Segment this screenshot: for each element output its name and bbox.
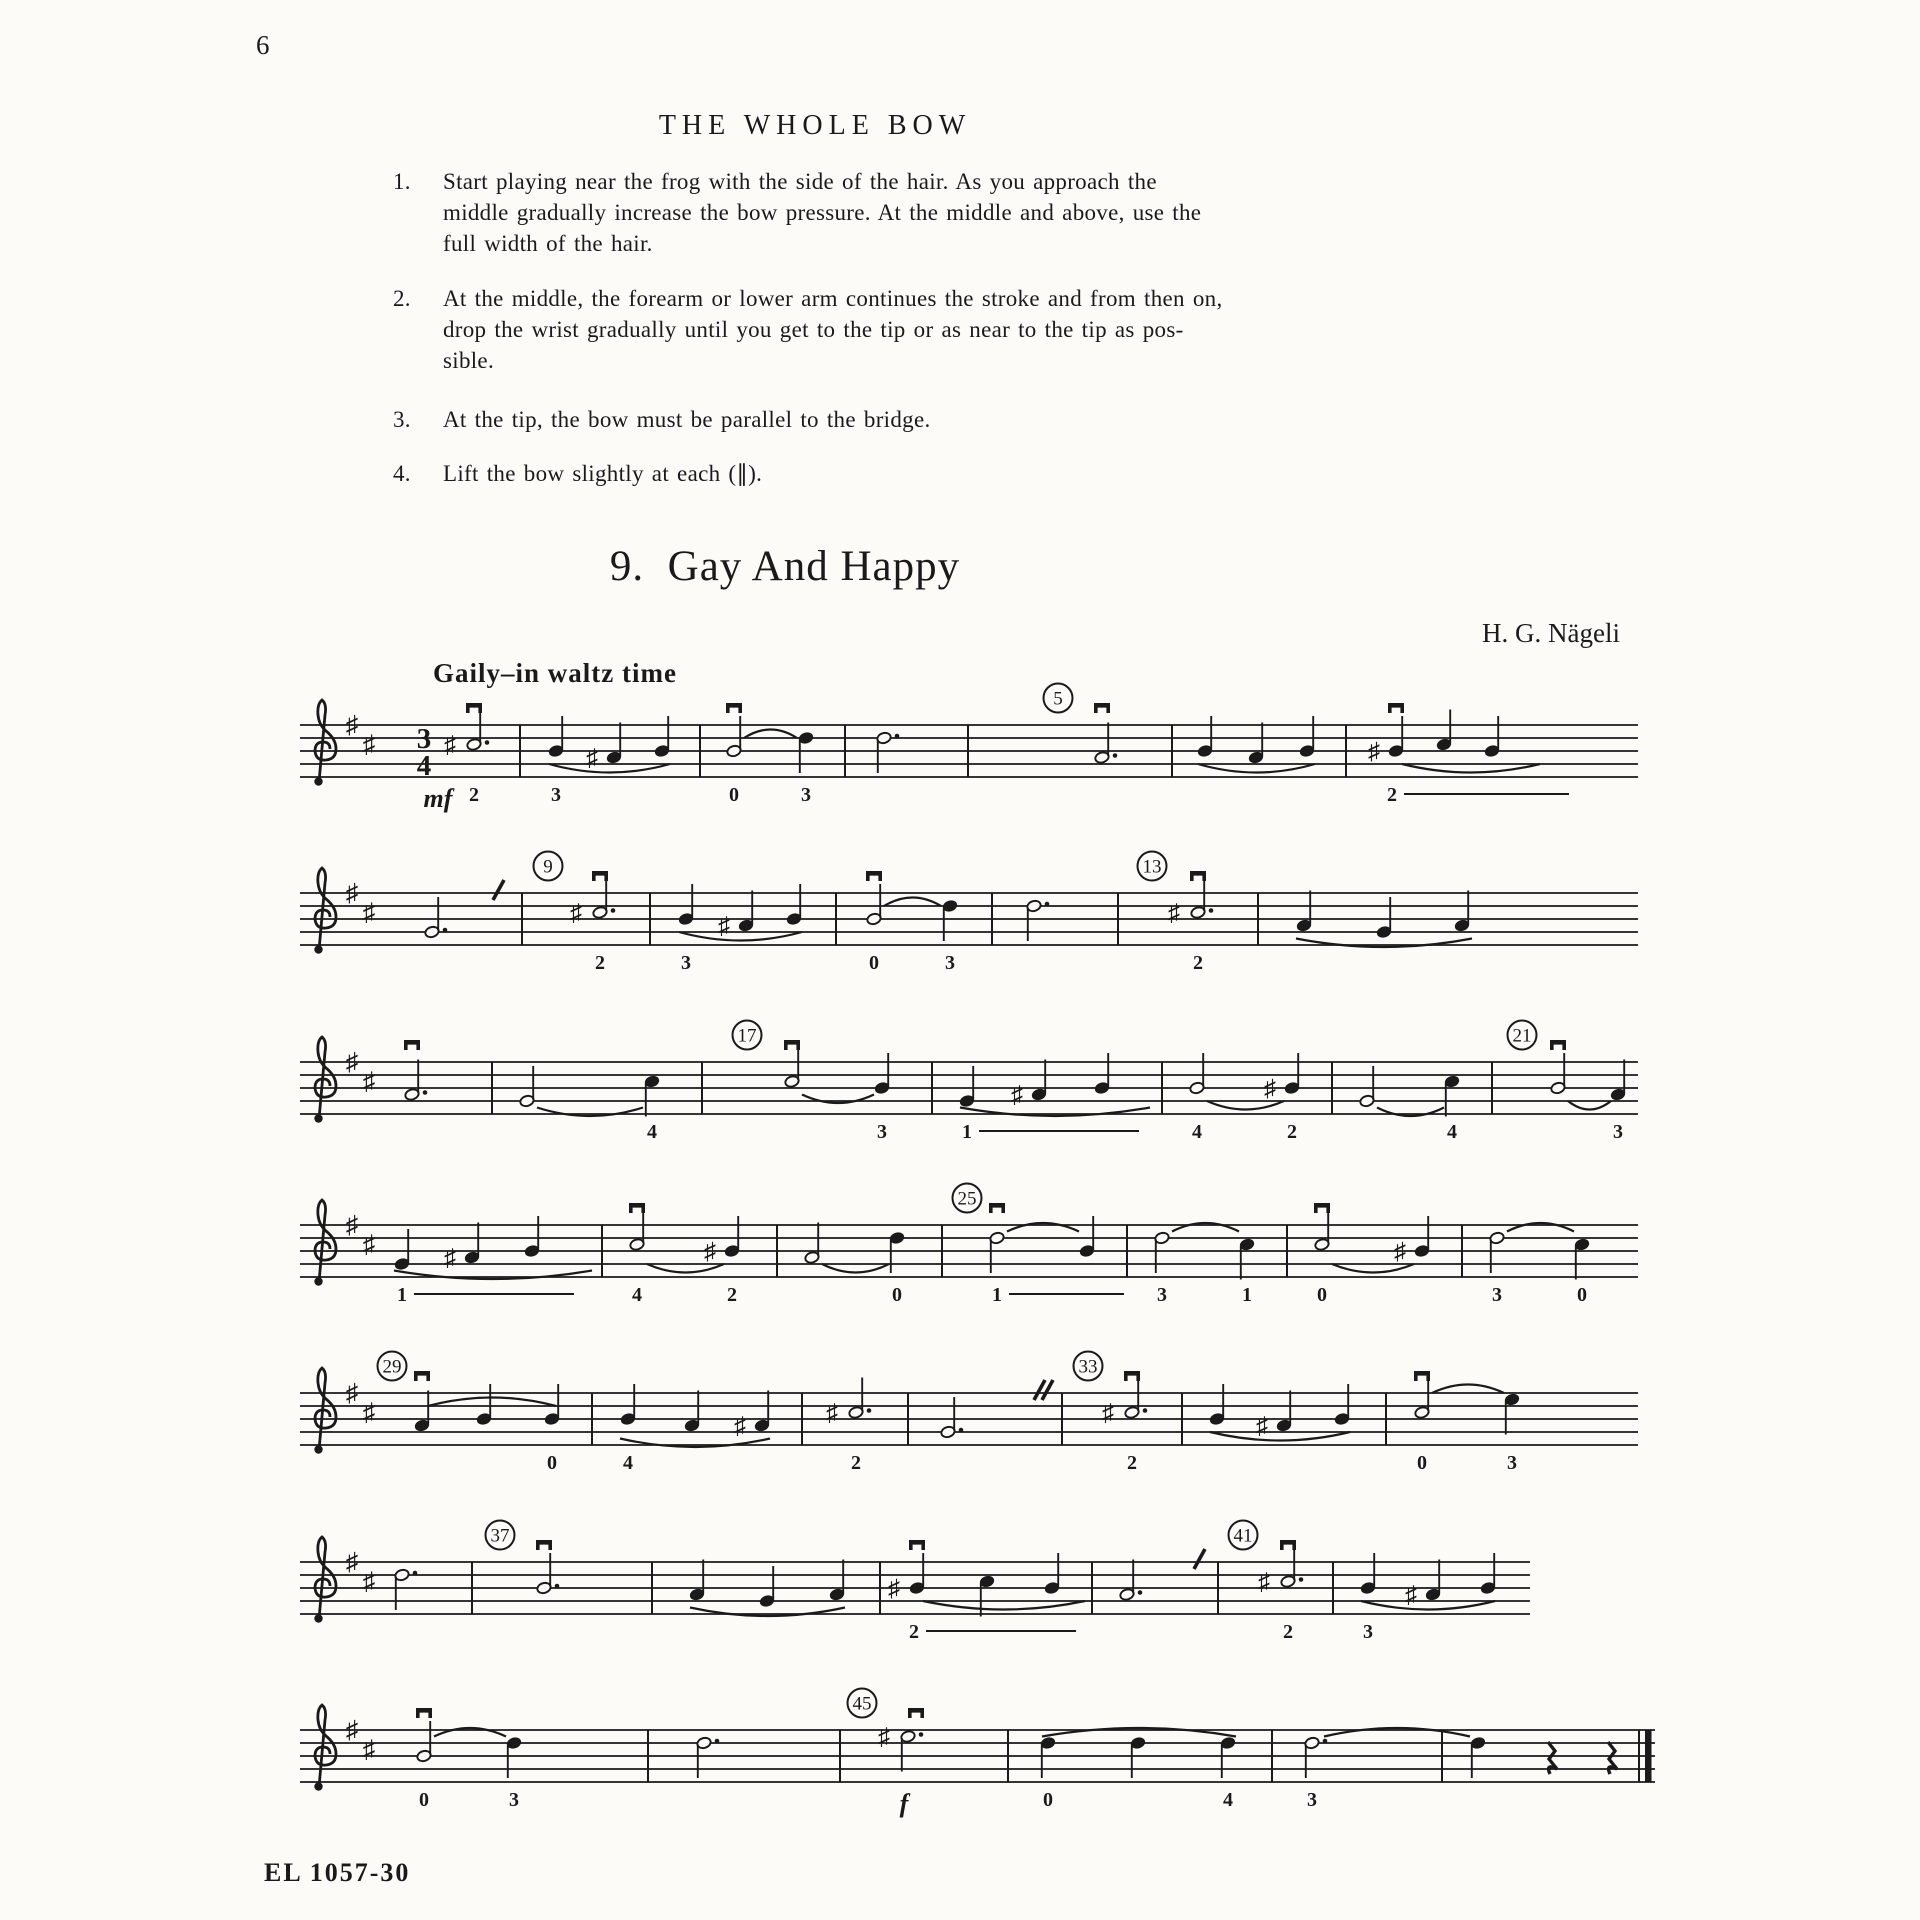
sharp-icon: ♯ [718, 913, 730, 940]
instruction-number: 4. [393, 461, 411, 486]
fingering: 3 [877, 1121, 887, 1143]
fingering: 4 [1223, 1789, 1233, 1811]
fingering: 3 [801, 784, 811, 806]
augmentation-dot [1113, 753, 1118, 758]
augmentation-dot [1143, 1408, 1148, 1413]
treble-clef-icon [315, 1537, 336, 1619]
sharp-icon: ♯ [444, 1245, 456, 1272]
down-bow-icon [726, 703, 742, 713]
measure-number: 41 [1233, 1525, 1253, 1547]
sharp-icon: ♯ [345, 1212, 359, 1239]
sharp-icon: ♯ [734, 1413, 746, 1440]
dynamic-marking: f [899, 1789, 909, 1818]
instruction-text: Start playing near the frog with the side of the hair. As you approach the middle gradually increase the bow pressure. At the middle and above, use the full width of the hair. [443, 169, 1202, 256]
fingering: 2 [909, 1621, 919, 1643]
slur [1198, 764, 1315, 773]
treble-clef-icon [315, 1037, 336, 1119]
augmentation-dot [1323, 1739, 1328, 1744]
fingering: 0 [1043, 1789, 1053, 1811]
augmentation-dot [555, 1584, 560, 1589]
sharp-icon: ♯ [1264, 1076, 1276, 1102]
sharp-icon: ♯ [362, 1068, 376, 1096]
staff-system [300, 852, 1638, 975]
slur [679, 932, 802, 941]
sharp-icon: ♯ [586, 745, 598, 772]
down-bow-icon [909, 1540, 925, 1550]
plate-number: EL 1057-30 [264, 1858, 411, 1887]
treble-clef-icon [315, 1705, 336, 1787]
down-bow-icon [1388, 703, 1404, 713]
fingering: 0 [1317, 1284, 1327, 1306]
treble-clef-icon [314, 1614, 322, 1622]
fingering: 3 [1507, 1452, 1517, 1474]
instruction-number: 2. [393, 286, 411, 311]
fingering: 1 [962, 1121, 972, 1143]
fingering: 3 [1363, 1621, 1373, 1643]
augmentation-dot [919, 1732, 924, 1737]
fingering: 2 [1287, 1121, 1297, 1143]
measure-number: 29 [382, 1356, 402, 1378]
down-bow-icon [416, 1708, 432, 1718]
augmentation-dot [485, 740, 490, 745]
slur [1207, 1101, 1284, 1110]
down-bow-icon [1094, 703, 1110, 713]
down-bow-icon [989, 1203, 1005, 1213]
treble-clef-icon [314, 1277, 322, 1285]
instruction-text: At the middle, the forearm or lower arm continues the stroke and from then on, drop the wrist gradually until you get to the tip or as near to the tip as pos- sible. [443, 286, 1223, 373]
measure-number: 5 [1053, 688, 1063, 710]
sharp-icon: ♯ [345, 1380, 359, 1407]
sharp-icon: ♯ [888, 1576, 900, 1602]
augmentation-dot [1045, 902, 1050, 907]
sharp-icon: ♯ [345, 880, 359, 907]
treble-clef-icon [315, 1368, 336, 1450]
augmentation-dot [423, 1090, 428, 1095]
staff-system [300, 1521, 1530, 1644]
measure-number: 37 [490, 1525, 510, 1547]
augmentation-dot [959, 1428, 964, 1433]
fingering: 2 [469, 784, 479, 806]
instruction-number: 3. [393, 407, 411, 432]
fingering: 0 [869, 952, 879, 974]
treble-clef-icon [315, 700, 336, 782]
slur [1361, 1601, 1495, 1610]
fingering: 4 [647, 1121, 657, 1143]
measure-number: 33 [1078, 1356, 1098, 1378]
sharp-icon: ♯ [362, 731, 376, 759]
sharp-icon: ♯ [1258, 1569, 1270, 1596]
sharp-icon: ♯ [1256, 1413, 1268, 1440]
treble-clef-icon [315, 1200, 336, 1282]
sharp-icon: ♯ [345, 1049, 359, 1076]
slur [1210, 1432, 1350, 1441]
down-bow-icon [1550, 1040, 1566, 1050]
treble-clef-icon [314, 777, 322, 785]
fingering: 3 [945, 952, 955, 974]
fingering: 3 [551, 784, 561, 806]
augmentation-dot [867, 1408, 872, 1413]
staff-system [300, 684, 1638, 814]
treble-clef-icon [314, 945, 322, 953]
augmentation-dot [1299, 1577, 1304, 1582]
measure-number: 25 [957, 1188, 977, 1210]
fingering: 2 [851, 1452, 861, 1474]
sharp-icon: ♯ [704, 1239, 716, 1265]
staff-system [300, 1352, 1638, 1475]
piece-title: 9. Gay And Happy [609, 543, 961, 590]
slur [1568, 1101, 1611, 1110]
fingering: 0 [419, 1789, 429, 1811]
fingering: 3 [681, 952, 691, 974]
fingering: 2 [1387, 784, 1397, 806]
fingering: 0 [1417, 1452, 1427, 1474]
augmentation-dot [611, 908, 616, 913]
measure-number: 9 [543, 856, 553, 878]
fingering: 4 [1192, 1121, 1202, 1143]
down-bow-icon [414, 1371, 430, 1381]
augmentation-dot [1138, 1590, 1143, 1595]
sharp-icon: ♯ [1394, 1239, 1406, 1265]
instruction-number: 1. [393, 169, 411, 194]
fingering: 3 [1492, 1284, 1502, 1306]
treble-clef-icon [314, 1782, 322, 1790]
down-bow-icon [866, 871, 882, 881]
fingering: 1 [397, 1284, 407, 1306]
sharp-icon: ♯ [362, 1399, 376, 1427]
slur [428, 1398, 556, 1407]
fingering: 4 [1447, 1121, 1457, 1143]
sharp-icon: ♯ [878, 1724, 890, 1751]
sharp-icon: ♯ [362, 1568, 376, 1596]
sharp-icon: ♯ [1368, 739, 1380, 765]
fingering: 3 [1613, 1121, 1623, 1143]
section-heading: THE WHOLE BOW [658, 110, 972, 141]
instruction-text: At the tip, the bow must be parallel to the bridge. [443, 407, 931, 432]
slur [1432, 1385, 1504, 1394]
slur [744, 730, 797, 739]
measure-number: 17 [737, 1025, 757, 1047]
sharp-icon: ♯ [362, 1736, 376, 1764]
down-bow-icon [536, 1540, 552, 1550]
augmentation-dot [715, 1739, 720, 1744]
fingering: 4 [632, 1284, 642, 1306]
sharp-icon: ♯ [570, 900, 582, 927]
augmentation-dot [413, 1571, 418, 1576]
dynamic-marking: mf [423, 784, 453, 813]
staff-system [300, 1021, 1638, 1144]
tempo-marking: Gaily–in waltz time [433, 658, 677, 688]
time-signature: 4 [416, 750, 432, 782]
down-bow-icon [404, 1040, 420, 1050]
sharp-icon: ♯ [1168, 900, 1180, 927]
treble-clef-icon [314, 1114, 322, 1122]
staff-system [300, 1184, 1638, 1307]
treble-clef-icon [315, 868, 336, 950]
sharp-icon: ♯ [826, 1400, 838, 1427]
treble-clef-icon [314, 1445, 322, 1453]
fingering: 0 [729, 784, 739, 806]
instruction-text: Lift the bow slightly at each (∥). [443, 461, 763, 486]
fingering: 2 [727, 1284, 737, 1306]
measure-number: 21 [1512, 1025, 1532, 1047]
slur [647, 1264, 724, 1273]
fingering: 1 [992, 1284, 1002, 1306]
time-signature: 3 [416, 723, 432, 755]
slur [822, 1264, 889, 1273]
fingering: 0 [1577, 1284, 1587, 1306]
final-barline [1645, 1730, 1652, 1782]
sharp-icon: ♯ [345, 712, 359, 739]
measure-number: 45 [852, 1693, 872, 1715]
sharp-icon: ♯ [1011, 1082, 1023, 1109]
augmentation-dot [1209, 908, 1214, 913]
slur [1402, 764, 1540, 773]
fingering: 0 [547, 1452, 557, 1474]
slur [884, 898, 941, 907]
staff-system [300, 1689, 1655, 1819]
slur [1332, 1264, 1414, 1273]
slur [549, 764, 670, 773]
augmentation-dot [443, 928, 448, 933]
sharp-icon: ♯ [362, 899, 376, 927]
fingering: 0 [892, 1284, 902, 1306]
fingering: 2 [595, 952, 605, 974]
fingering: 4 [623, 1452, 633, 1474]
fingering: 3 [1307, 1789, 1317, 1811]
down-bow-icon [908, 1708, 924, 1718]
slur [923, 1601, 1085, 1610]
fingering: 3 [509, 1789, 519, 1811]
lift-mark-icon [493, 880, 504, 900]
lift-mark-icon [1194, 1549, 1205, 1569]
page-number: 6 [256, 30, 270, 60]
sharp-icon: ♯ [345, 1549, 359, 1576]
sharp-icon: ♯ [444, 732, 456, 759]
fingering: 2 [1193, 952, 1203, 974]
composer-credit: H. G. Nägeli [1482, 618, 1620, 648]
sharp-icon: ♯ [345, 1717, 359, 1744]
sharp-icon: ♯ [362, 1231, 376, 1259]
fingering: 3 [1157, 1284, 1167, 1306]
fingering: 2 [1127, 1452, 1137, 1474]
fingering: 2 [1283, 1621, 1293, 1643]
augmentation-dot [895, 734, 900, 739]
sharp-icon: ♯ [1102, 1400, 1114, 1427]
measure-number: 13 [1142, 856, 1162, 878]
fingering: 1 [1242, 1284, 1252, 1306]
sharp-icon: ♯ [1405, 1582, 1417, 1609]
